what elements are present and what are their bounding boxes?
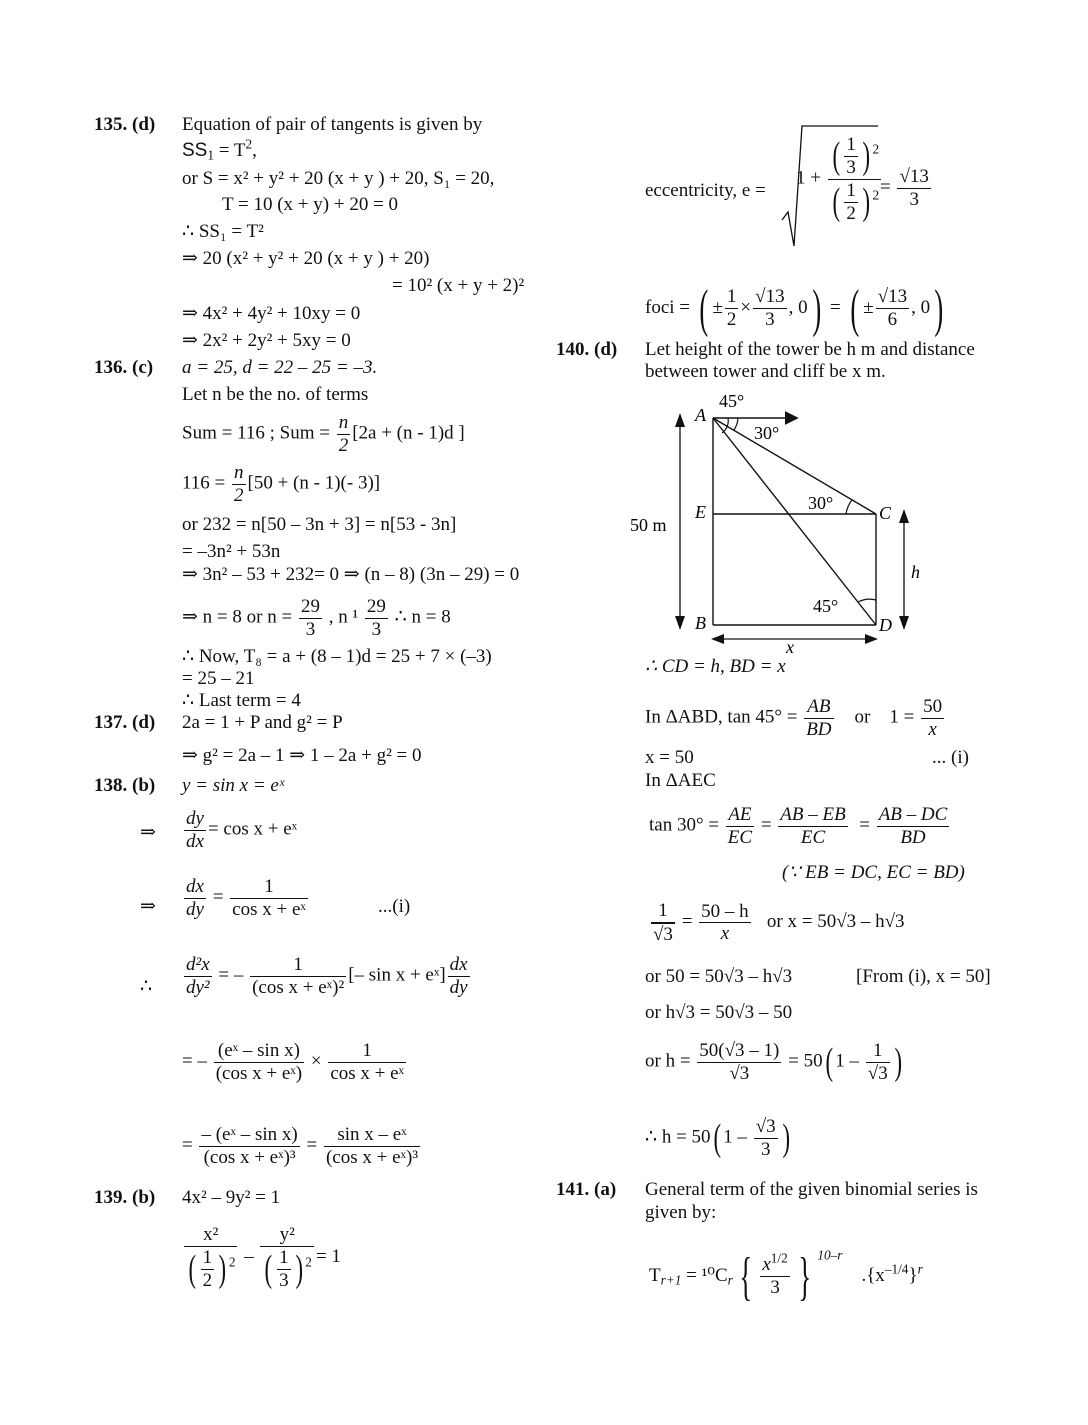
- text: , 0: [788, 296, 808, 318]
- numerator: 29: [366, 596, 386, 617]
- text-line: [182, 462, 380, 507]
- fraction: [277, 1247, 291, 1292]
- angle-arc: [734, 418, 738, 430]
- arrowhead: [899, 616, 909, 630]
- fraction: [184, 954, 212, 999]
- text: 1 =: [889, 706, 920, 728]
- question-number: 140. (d): [556, 339, 618, 360]
- denominator: 3: [760, 1138, 771, 1160]
- text-line: $\frac{\text{d²x}}{\text{dy²}}$ = – $\frac{1}{\text{(cos x + eˣ)²}}$ [– sin x + eˣ] $\frac{dx}{dy}$: [186, 954, 468, 998]
- text: [2a + (n - 1)d ]: [352, 422, 465, 444]
- denominator: 6: [887, 309, 898, 331]
- fraction: [844, 180, 858, 225]
- text: ⇒ n = 8 or n =: [182, 606, 297, 628]
- question-number: 135. (d): [94, 114, 156, 135]
- question-number: 138. (b): [94, 775, 156, 796]
- denominator: 3: [846, 156, 856, 178]
- text: = cos x + eˣ: [207, 818, 298, 840]
- denominator: EC: [727, 826, 753, 848]
- denominator: ( $\frac{1}{3}$ ) $^2$: [265, 1246, 312, 1291]
- text: }: [908, 1264, 918, 1286]
- text-line: ⇒ 2x² + 2y² + 5xy = 0: [182, 330, 351, 351]
- fraction: [184, 808, 206, 853]
- note: [From (i), x = 50]: [856, 966, 991, 987]
- text: foci =: [645, 296, 695, 318]
- text: In ΔABD, tan 45° =: [645, 706, 803, 728]
- text: x: [762, 1254, 771, 1276]
- numerator: 50(√3 – 1): [699, 1040, 780, 1061]
- numerator: AE: [726, 804, 754, 827]
- denominator: EC: [800, 826, 826, 848]
- text-line: or 232 = n[50 – 3n + 3] = n[53 - 3n]: [182, 514, 457, 535]
- angle-label: 30°: [808, 493, 834, 513]
- fraction: [337, 412, 351, 457]
- numerator: n: [338, 412, 349, 433]
- denominator: ( $\frac{1}{2}$ ) $^2$: [832, 179, 880, 224]
- denominator: 3: [770, 1277, 780, 1299]
- text: 116 =: [182, 472, 231, 494]
- text-line: = –3n² + 53n: [182, 541, 281, 562]
- fraction: [760, 1250, 789, 1299]
- arrowhead: [675, 413, 685, 427]
- denominator: (cos x + eˣ): [215, 1062, 303, 1084]
- denominator: 2: [846, 202, 856, 224]
- denominator: 2: [202, 1269, 213, 1291]
- text-line: ⇒ 4x² + 4y² + 10xy = 0: [182, 303, 361, 324]
- equation-tag: ...(i): [378, 896, 411, 917]
- line-ac: [713, 418, 876, 514]
- denominator: cos x + eˣ: [232, 898, 306, 920]
- text: 2: [245, 136, 253, 152]
- text: , n ¹: [323, 606, 363, 628]
- text: = 1: [315, 1246, 341, 1268]
- fraction: [651, 900, 675, 946]
- numerator: AB – DC: [878, 804, 948, 825]
- fraction: [448, 954, 470, 999]
- fraction: [299, 596, 322, 641]
- numerator: 1: [846, 134, 856, 155]
- denominator: 3: [371, 618, 382, 640]
- denominator: 3: [305, 618, 316, 640]
- numerator: 1: [279, 1246, 289, 1268]
- question-number: 139. (b): [94, 1187, 156, 1208]
- fraction: [260, 1224, 313, 1292]
- text-line: [182, 596, 451, 641]
- denominator: √3: [729, 1062, 750, 1084]
- label-d: D: [879, 615, 892, 635]
- numerator: 1: [250, 954, 346, 977]
- text-line: ⇒ 20 (x² + y² + 20 (x + y ) + 20): [182, 248, 430, 269]
- text: , 0: [911, 296, 931, 318]
- fraction: [778, 804, 847, 849]
- denominator: dy: [449, 976, 468, 998]
- numerator: n: [234, 462, 244, 483]
- arrowhead: [899, 509, 909, 523]
- text: or: [854, 706, 871, 728]
- text-line: Let n be the no. of terms: [182, 384, 369, 405]
- height-label: 50 m: [630, 515, 667, 535]
- text: or x = 50√3 – h√3: [766, 911, 905, 933]
- fraction: [726, 804, 754, 849]
- numerator: y²: [260, 1224, 313, 1247]
- fraction: [699, 901, 751, 946]
- fraction: [753, 286, 786, 331]
- denominator: BD: [806, 718, 832, 740]
- fraction: [877, 804, 950, 849]
- fraction: [214, 1040, 304, 1085]
- question-number: 141. (a): [556, 1179, 617, 1200]
- denominator: x: [720, 923, 730, 945]
- denominator: BD: [900, 826, 926, 848]
- denominator: dx: [186, 830, 204, 852]
- fraction: [232, 462, 246, 507]
- fraction: [844, 134, 858, 179]
- text-line: $\frac{1}{√3}$ = $\frac{50 - h}{x}$ or x = 50√3 – h√3: [653, 900, 905, 945]
- numerator: √13: [877, 286, 908, 308]
- fraction: [921, 696, 944, 741]
- line-ad: [713, 418, 876, 625]
- equation-tag: ... (i): [932, 747, 969, 768]
- numerator: √13: [755, 286, 785, 308]
- text: SS: [182, 140, 208, 161]
- text: 1 –: [723, 1126, 752, 1148]
- numerator: 1: [230, 876, 308, 899]
- text-line: ∴ Last term = 4: [182, 690, 301, 711]
- fraction: [876, 286, 909, 331]
- text-line: y = sin x = eˣ: [182, 775, 285, 796]
- text: r: [917, 1261, 923, 1277]
- fraction: [725, 286, 739, 331]
- angle-arc: [858, 599, 876, 602]
- text-line: or S = x² + y² + 20 (x + y ) + 20, S₁ = 20,: [182, 168, 495, 189]
- text: T: [649, 1264, 661, 1286]
- fraction: [184, 1224, 237, 1292]
- text-line: eccentricity, e =: [645, 180, 766, 201]
- text-line: x² ( $\frac{1}{2}$ ) $^2$ – y² ( $\frac{1}{3}$ ) $^2$ = 1: [182, 1224, 341, 1292]
- numerator: sin x – eˣ: [324, 1124, 420, 1147]
- fraction: [828, 134, 881, 224]
- text-line: T = 10 (x + y) + 20 = 0: [222, 194, 399, 215]
- label-c: C: [879, 503, 892, 523]
- denominator: (cos x + eˣ)³: [325, 1146, 419, 1168]
- angle-arc: [846, 500, 852, 514]
- text: ¹⁰C: [701, 1264, 728, 1286]
- denominator: 3: [909, 188, 919, 210]
- text-line: 2a = 1 + P and g² = P: [182, 712, 343, 733]
- text-line: = 25 – 21: [182, 668, 255, 689]
- numerator: 1: [328, 1040, 406, 1063]
- numerator: AB – EB: [780, 804, 846, 825]
- fraction: [697, 1040, 781, 1085]
- fraction: [199, 1124, 299, 1169]
- angle-label: 30°: [754, 423, 780, 443]
- text-line: In ΔAEC: [645, 770, 716, 791]
- text-line: $\frac{dx}{dy}$ = $\frac{1}{\text{cos x + eˣ}}$: [186, 876, 306, 920]
- text: ±: [712, 296, 723, 318]
- arrowhead: [675, 616, 685, 630]
- text-line: General term of the given binomial series is: [645, 1179, 978, 1200]
- fraction: [754, 1116, 778, 1161]
- text: ±: [863, 296, 874, 318]
- text: ∴ h = 50: [645, 1126, 711, 1148]
- text-line: [182, 808, 297, 853]
- fraction: [866, 1040, 890, 1085]
- height-label: h: [911, 562, 920, 582]
- label-e: E: [695, 502, 706, 522]
- text-line: ∴ h = 50( 1 – $\frac{√3}{3}$ ): [645, 1116, 790, 1160]
- text-line: ⇒ g² = 2a – 1 ⇒ 1 – 2a + g² = 0: [182, 745, 422, 766]
- numerator: AB: [804, 696, 833, 719]
- text: .{x: [861, 1264, 885, 1286]
- arrowhead: [711, 634, 724, 644]
- text-line: between tower and cliff be x m.: [645, 361, 886, 382]
- text: tan 30° =: [649, 814, 724, 836]
- text: ,: [252, 140, 257, 161]
- denominator: ( $\frac{1}{2}$ ) $^2$: [188, 1246, 236, 1291]
- text-line: tan 30° = $\frac{AE}{EC}$ = $\frac{AB - EB}{EC}$ = $\frac{AB - DC}{BD}$: [649, 804, 948, 848]
- text-line: [645, 696, 946, 741]
- denominator: dy²: [186, 976, 210, 998]
- text: ∴ n = 8: [389, 606, 451, 628]
- text-line: x = 50: [645, 747, 694, 768]
- text-line: or h√3 = 50√3 – 50: [645, 1002, 793, 1023]
- numerator: [760, 1250, 789, 1277]
- denominator: x: [928, 718, 937, 740]
- text-line: = 10² (x + y + 2)²: [392, 275, 525, 296]
- text-line: = $\frac{\text{– (eˣ – sin x)}}{\text{(cos x + eˣ)³}}$ = $\frac{\text{sin x – eˣ}}{\text{(cos x + eˣ)³}}$: [182, 1124, 419, 1168]
- fraction: [324, 1124, 420, 1169]
- fraction: [201, 1247, 215, 1292]
- numerator: 1: [846, 179, 856, 201]
- therefore-symbol: ∴: [140, 976, 153, 997]
- text: = 50: [783, 1050, 823, 1072]
- numerator: √3: [755, 1116, 776, 1137]
- denominator: dy: [186, 898, 204, 920]
- text-line: = – $\frac{\text{(eˣ – sin x)}}{\text{(cos x + eˣ)}}$ × $\frac{1}{\text{cos x + eˣ}}$: [182, 1040, 405, 1084]
- fraction: [230, 876, 308, 921]
- fraction: [250, 954, 346, 999]
- question-number: 137. (d): [94, 712, 156, 733]
- text: [– sin x + eˣ]: [348, 964, 446, 986]
- text-line: [182, 136, 257, 163]
- denominator: (cos x + eˣ)³: [203, 1146, 296, 1168]
- numerator: 1: [726, 286, 737, 308]
- text-line: or 50 = 50√3 – h√3: [645, 966, 793, 987]
- distance-label: x: [786, 637, 794, 655]
- numerator: 1: [202, 1246, 213, 1268]
- text-line: ∴ CD = h, BD = x: [645, 656, 786, 677]
- denominator: 2: [338, 434, 349, 456]
- text-line: Equation of pair of tangents is given by: [182, 114, 483, 135]
- text-line: given by:: [645, 1202, 717, 1223]
- numerator: 29: [300, 596, 320, 617]
- numerator: ( $\frac{1}{3}$ ) $^2$: [828, 134, 881, 180]
- text-line: ⇒ 3n² – 53 + 232= 0 ⇒ (n – 8) (3n – 29) = 0: [182, 564, 520, 585]
- question-number: 136. (c): [94, 357, 154, 378]
- label-b: B: [695, 613, 706, 633]
- fraction: [365, 596, 388, 641]
- text: =: [681, 1264, 702, 1286]
- numerator: 1: [866, 1040, 890, 1063]
- fraction: [328, 1040, 406, 1085]
- text: or h =: [645, 1050, 696, 1072]
- fraction: [897, 166, 930, 211]
- denominator: 2: [234, 484, 244, 506]
- implies-symbol: ⇒: [140, 822, 156, 843]
- text-line: ∴ SS₁ = T²: [182, 221, 264, 242]
- arrowhead: [865, 634, 878, 644]
- text-line: 4x² – 9y² = 1: [182, 1187, 281, 1208]
- text-line: (∵ EB = DC, EC = BD): [782, 862, 965, 883]
- denominator: √3: [653, 923, 673, 945]
- denominator: 3: [279, 1269, 289, 1291]
- denominator: √3: [867, 1062, 888, 1084]
- text: 1 –: [835, 1050, 864, 1072]
- text: 1/2: [770, 1250, 788, 1266]
- numerator: (eˣ – sin x): [214, 1040, 304, 1063]
- text-line: Let height of the tower be h m and distance: [645, 339, 975, 360]
- text-line: a = 25, d = 22 – 25 = –3.: [182, 357, 378, 378]
- denominator: 2: [726, 309, 737, 331]
- numerator: dy: [186, 808, 204, 829]
- numerator: dx: [449, 954, 468, 975]
- numerator: √13: [899, 166, 929, 187]
- text: [50 + (n - 1)(- 3)]: [247, 472, 381, 494]
- tower-cliff-diagram: [620, 385, 940, 655]
- text: 10–r: [817, 1247, 843, 1263]
- numerator: 50: [923, 696, 943, 717]
- text-line: = $\frac{√13}{3}$: [880, 166, 929, 210]
- text-line: ∴ Now, T₈ = a + (8 – 1)d = 25 + 7 × (–3): [182, 646, 492, 667]
- angle-label: 45°: [813, 596, 839, 616]
- text-line: 1 + ( $\frac{1}{3}$ ) $^2$ ( $\frac{1}{2}$ ) $^2$: [796, 134, 880, 224]
- angle-label: 45°: [719, 391, 745, 411]
- text-line: or h = $\frac{50(√3 - 1)}{√3}$ = 50( 1 – $\frac{1}{√3}$ ): [645, 1040, 902, 1084]
- implies-symbol: ⇒: [140, 896, 156, 917]
- text-line: $T_{r+1} = ^{10}C_r$ { $\frac{x^{1/2}}{3}$ } $^{10-r}$ $.\{x^{-1/4}\}^r$: [649, 1247, 923, 1306]
- numerator: x²: [184, 1224, 237, 1247]
- text: 1: [207, 147, 215, 163]
- text: = T: [214, 140, 246, 161]
- denominator: 3: [765, 309, 775, 331]
- numerator: dx: [186, 876, 204, 897]
- numerator: 50 – h: [701, 900, 749, 922]
- fraction: [804, 696, 833, 741]
- text: Sum = 116 ; Sum =: [182, 422, 335, 444]
- text: r: [727, 1272, 733, 1288]
- numerator: 1: [651, 900, 675, 923]
- text-line: [182, 412, 465, 457]
- fraction: [184, 876, 206, 921]
- numerator: – (eˣ – sin x): [201, 1124, 298, 1145]
- denominator: cos x + eˣ: [330, 1062, 405, 1084]
- label-a: A: [695, 405, 706, 425]
- text: r+1: [660, 1272, 682, 1288]
- numerator: d²x: [186, 954, 210, 975]
- text: –1/4: [884, 1261, 909, 1277]
- denominator: (cos x + eˣ)²: [252, 976, 345, 998]
- text-line: foci = ( ± $\frac{1}{2}$ × $\frac{√13}{3}$ , 0) = ( ± $\frac{√13}{6}$ , 0): [645, 279, 944, 338]
